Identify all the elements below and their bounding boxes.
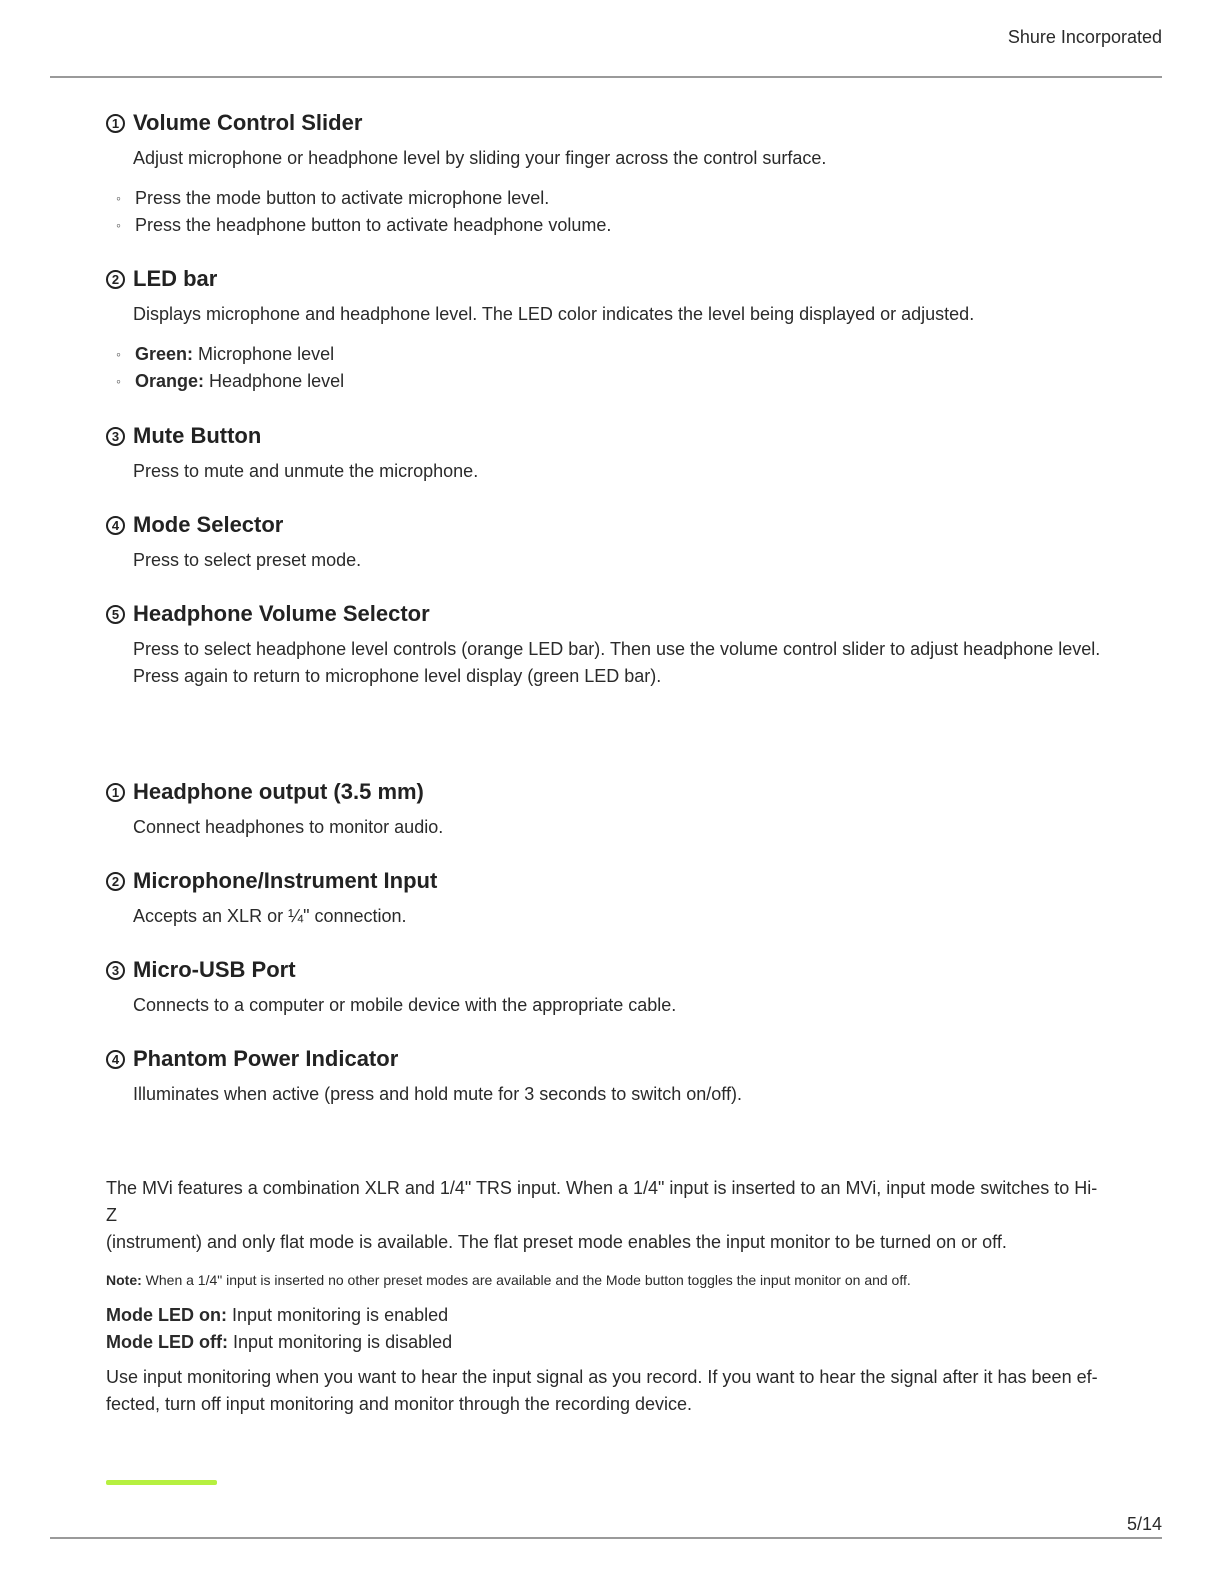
list-item-text: Press the headphone button to activate headphone volume. — [135, 215, 612, 235]
section-title — [106, 600, 1106, 628]
section-headphone-output — [106, 778, 1106, 841]
section-title-text: Phantom Power Indicator — [133, 1046, 399, 1071]
led-off-text: Input monitoring is disabled — [227, 1332, 453, 1352]
paragraph-line: The MVi features a combination XLR and 1/4" TRS input. When a 1/4" input is inserted to an MVi, input mode switches to Hi-Z — [106, 1178, 1098, 1225]
section-title-text: LED bar — [133, 266, 218, 291]
list-item — [106, 341, 1106, 368]
section-description: Displays microphone and headphone level. The LED color indicates the level being displayed or adjusted. — [133, 304, 975, 324]
section-title-text: Micro-USB Port — [133, 957, 296, 982]
led-off-label: Mode LED off: — [106, 1332, 228, 1352]
section-microphone-instrument-input — [106, 867, 1106, 930]
callout-number-icon: 2 — [106, 270, 125, 289]
section-title-text: Headphone output (3.5 mm) — [133, 779, 424, 804]
section-micro-usb-port — [106, 956, 1106, 1019]
led-on-label: Mode LED on: — [106, 1305, 227, 1325]
led-on-text: Input monitoring is enabled — [226, 1305, 449, 1325]
paragraph-line: (instrument) and only flat mode is available. The flat preset mode enables the input monitor to be turned on or off. — [106, 1232, 1007, 1252]
bullet-icon: ◦ — [116, 190, 121, 206]
section-title — [106, 867, 1106, 895]
section-title — [106, 511, 1106, 539]
callout-number-icon: 4 — [106, 1050, 125, 1069]
mode-led-states — [106, 1302, 1106, 1356]
section-title-text: Microphone/Instrument Input — [133, 868, 438, 893]
paragraph-line: Use input monitoring when you want to hear the input signal as you record. If you want to hear the signal after it has been ef- — [106, 1367, 1098, 1387]
list-item — [106, 212, 1106, 239]
section-mute-button — [106, 422, 1106, 485]
bullet-list — [106, 185, 1106, 239]
section-description: Press to mute and unmute the microphone. — [133, 461, 479, 481]
main-content — [106, 109, 1106, 1418]
callout-number-icon: 1 — [106, 114, 125, 133]
section-description: Illuminates when active (press and hold mute for 3 seconds to switch on/off). — [133, 1084, 742, 1104]
header-rule — [50, 76, 1162, 78]
callout-number-icon: 3 — [106, 961, 125, 980]
section-led-bar — [106, 265, 1106, 395]
callout-number-icon: 5 — [106, 605, 125, 624]
input-monitoring-usage — [106, 1364, 1106, 1418]
callout-number-icon: 4 — [106, 516, 125, 535]
list-item-text: Press the mode button to activate microphone level. — [135, 188, 550, 208]
section-title — [106, 778, 1106, 806]
list-item — [106, 185, 1106, 212]
note — [106, 1270, 1106, 1290]
section-title — [106, 956, 1106, 984]
list-item-label: Green: — [135, 344, 194, 364]
section-title-text: Mute Button — [133, 423, 262, 448]
bullet-list — [106, 341, 1106, 395]
bullet-icon: ◦ — [116, 217, 121, 233]
bullet-icon: ◦ — [116, 346, 121, 362]
input-monitoring-intro — [106, 1175, 1106, 1256]
section-title — [106, 109, 1106, 137]
description-line: Press again to return to microphone level display (green LED bar). — [133, 666, 662, 686]
callout-number-icon: 2 — [106, 872, 125, 891]
section-phantom-power-indicator — [106, 1045, 1106, 1108]
section-description: Accepts an XLR or ¼" connection. — [133, 906, 407, 926]
accent-bar — [106, 1480, 217, 1485]
section-description — [133, 636, 1106, 690]
section-description: Press to select preset mode. — [133, 550, 362, 570]
list-item-text: Headphone level — [204, 371, 345, 391]
section-title — [106, 265, 1106, 293]
section-title-text: Mode Selector — [133, 512, 284, 537]
section-description: Connects to a computer or mobile device with the appropriate cable. — [133, 995, 677, 1015]
header-company: Shure Incorporated — [1007, 27, 1162, 47]
section-description: Connect headphones to monitor audio. — [133, 817, 444, 837]
paragraph-line: fected, turn off input monitoring and monitor through the recording device. — [106, 1394, 693, 1414]
section-description: Adjust microphone or headphone level by sliding your finger across the control surface. — [133, 148, 827, 168]
bullet-icon: ◦ — [116, 373, 121, 389]
note-label: Note: — [106, 1272, 142, 1288]
section-headphone-volume-selector — [106, 600, 1106, 690]
section-title — [106, 1045, 1106, 1073]
callout-number-icon: 1 — [106, 783, 125, 802]
footer-rule — [50, 1537, 1162, 1539]
list-item — [106, 368, 1106, 395]
section-title-text: Volume Control Slider — [133, 110, 363, 135]
section-title — [106, 422, 1106, 450]
page-number: 5/14 — [1126, 1514, 1162, 1534]
section-volume-control-slider — [106, 109, 1106, 239]
list-item-text: Microphone level — [193, 344, 335, 364]
description-line: Press to select headphone level controls (orange LED bar). Then use the volume control slider to adjust headphone level. — [133, 639, 1101, 659]
section-title-text: Headphone Volume Selector — [133, 601, 430, 626]
note-text: When a 1/4" input is inserted no other preset modes are available and the Mode button toggles the input monitor on and off. — [141, 1272, 911, 1288]
list-item-label: Orange: — [135, 371, 205, 391]
section-mode-selector — [106, 511, 1106, 574]
callout-number-icon: 3 — [106, 427, 125, 446]
